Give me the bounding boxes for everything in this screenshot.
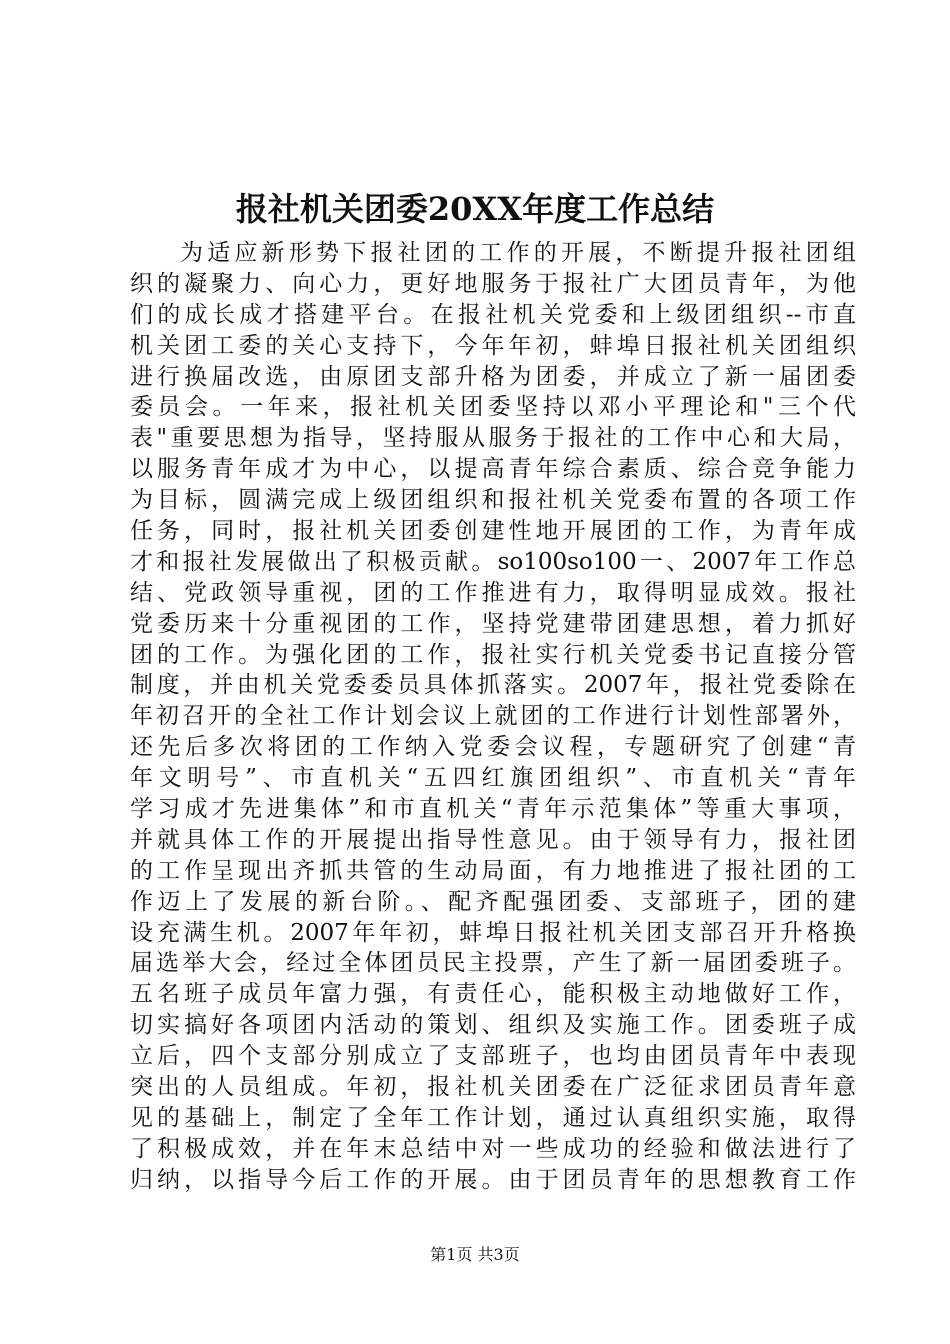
body-line: 的工作呈现出齐抓共管的生动局面，有力地推进了报社团的工 [130, 857, 856, 884]
body-line: 才和报社发展做出了积极贡献。so100so100一、2007年工作总 [130, 548, 856, 575]
body-line: 任务，同时，报社机关团委创建性地开展团的工作，为青年成 [130, 518, 856, 545]
body-line: 设充满生机。2007年年初，蚌埠日报社机关团支部召开升格换 [130, 919, 856, 946]
body-line: 年初召开的全社工作计划会议上就团的工作进行计划性部署外， [130, 703, 856, 730]
body-line: 表"重要思想为指导，坚持服从服务于报社的工作中心和大局， [130, 425, 856, 452]
body-line: 了积极成效，并在年末总结中对一些成功的经验和做法进行了 [130, 1135, 856, 1162]
body-line: 为目标，圆满完成上级团组织和报社机关党委布置的各项工作 [130, 487, 856, 514]
body-line: 年文明号”、市直机关“五四红旗团组织”、市直机关“青年 [130, 765, 856, 792]
body-line: 还先后多次将团的工作纳入党委会议程，专题研究了创建“青 [130, 734, 856, 761]
body-line: 织的凝聚力、向心力，更好地服务于报社广大团员青年，为他 [130, 270, 856, 297]
body-line: 委员会。一年来，报社机关团委坚持以邓小平理论和"三个代 [130, 394, 856, 421]
document-body [130, 238, 856, 1196]
body-line: 届选举大会，经过全体团员民主投票，产生了新一届团委班子。 [130, 950, 856, 977]
body-line: 立后，四个支部分别成立了支部班子，也均由团员青年中表现 [130, 1043, 856, 1070]
body-line: 党委历来十分重视团的工作，坚持党建带团建思想，着力抓好 [130, 610, 856, 637]
body-line: 团的工作。为强化团的工作，报社实行机关党委书记直接分管 [130, 641, 856, 668]
body-line: 切实搞好各项团内活动的策划、组织及实施工作。团委班子成 [130, 1012, 856, 1039]
body-line: 学习成才先进集体”和市直机关“青年示范集体”等重大事项， [130, 796, 856, 823]
body-line: 见的基础上，制定了全年工作计划，通过认真组织实施，取得 [130, 1104, 856, 1131]
body-line: 为适应新形势下报社团的工作的开展，不断提升报社团组 [180, 240, 856, 266]
page-footer: 第1页 共3页 [430, 1245, 520, 1264]
body-line: 以服务青年成才为中心，以提高青年综合素质、综合竞争能力 [130, 456, 856, 483]
document-title: 报社机关团委20XX年度工作总结 [235, 190, 715, 228]
body-line: 制度，并由机关党委委员具体抓落实。2007年，报社党委除在 [130, 672, 856, 699]
body-line: 归纳，以指导今后工作的开展。由于团员青年的思想教育工作 [130, 1166, 856, 1193]
body-line: 机关团工委的关心支持下，今年年初，蚌埠日报社机关团组织 [130, 332, 856, 359]
body-line: 并就具体工作的开展提出指导性意见。由于领导有力，报社团 [130, 826, 856, 853]
body-line: 作迈上了发展的新台阶。、配齐配强团委、支部班子，团的建 [130, 888, 856, 915]
body-line: 五名班子成员年富力强，有责任心，能积极主动地做好工作， [130, 981, 856, 1008]
body-line: 们的成长成才搭建平台。在报社机关党委和上级团组织--市直 [130, 301, 856, 328]
body-line: 进行换届改选，由原团支部升格为团委，并成立了新一届团委 [130, 363, 856, 390]
body-line: 结、党政领导重视，团的工作推进有力，取得明显成效。报社 [130, 579, 856, 606]
body-line: 突出的人员组成。年初，报社机关团委在广泛征求团员青年意 [130, 1074, 856, 1101]
